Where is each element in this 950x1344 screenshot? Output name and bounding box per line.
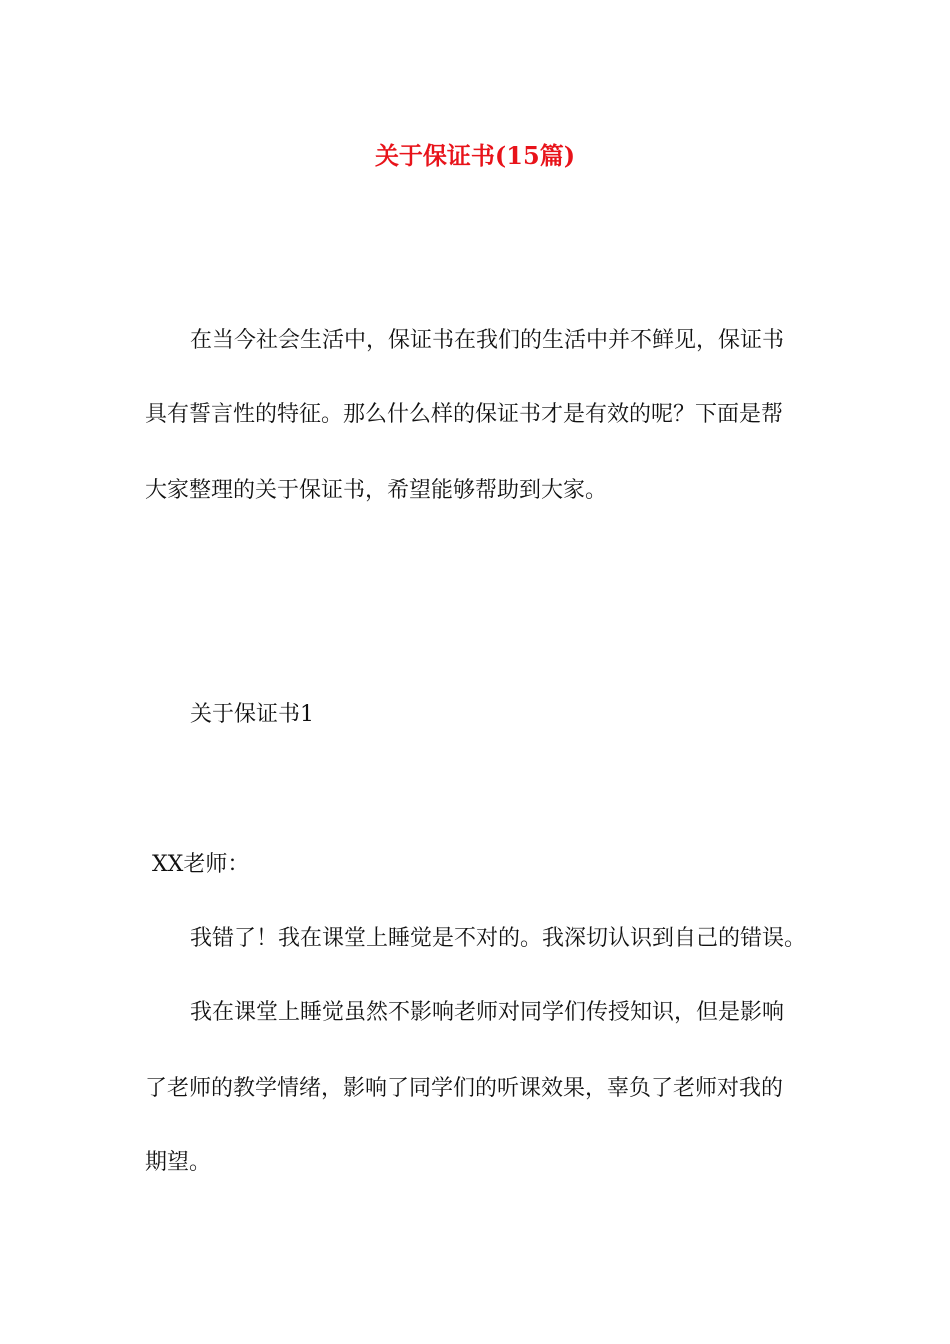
intro-line-3: 大家整理的关于保证书，希望能够帮助到大家。: [145, 478, 608, 503]
salutation: XX老师：: [152, 852, 250, 877]
document-title: 关于保证书(15篇): [374, 141, 576, 170]
intro-line-1: 在当今社会生活中，保证书在我们的生活中并不鲜见，保证书: [190, 328, 785, 353]
paragraph-1: 我错了！我在课堂上睡觉是不对的。我深切认识到自己的错误。: [190, 926, 807, 951]
section-heading: 关于保证书1: [190, 702, 314, 727]
paragraph-2-line-2: 了老师的教学情绪，影响了同学们的听课效果，辜负了老师对我的: [145, 1076, 784, 1101]
paragraph-2-line-1: 我在课堂上睡觉虽然不影响老师对同学们传授知识，但是影响: [190, 1000, 785, 1025]
intro-line-2: 具有誓言性的特征。那么什么样的保证书才是有效的呢？下面是帮: [145, 402, 784, 427]
paragraph-2-line-3: 期望。: [145, 1150, 212, 1175]
